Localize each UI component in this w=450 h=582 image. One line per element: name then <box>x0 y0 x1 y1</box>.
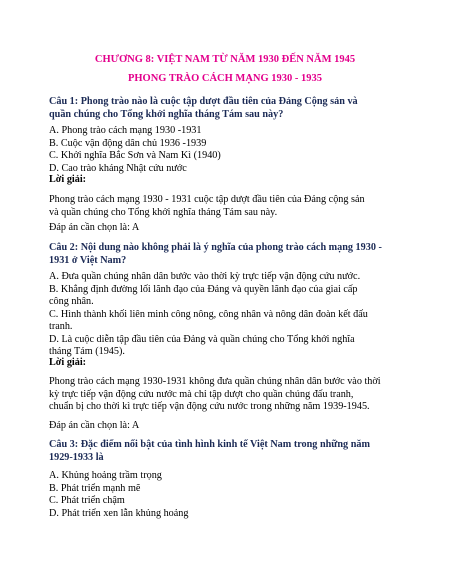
question-2-title <box>49 242 403 267</box>
option-a: A. Khủng hoảng trầm trọng <box>49 470 162 481</box>
option-d: D. Cao trào kháng Nhật cứu nước <box>49 162 187 174</box>
question-3-options <box>49 470 403 520</box>
question-2-title-line-2: 1931 ở Việt Nam? <box>49 254 127 266</box>
question-1-title-line-2: quần chúng cho Tổng khởi nghĩa tháng Tám sau này? <box>49 108 284 120</box>
question-3-title-line-2: 1929-1933 là <box>49 451 104 463</box>
option-b: B. Cuộc vận động dân chủ 1936 -1939 <box>49 137 207 149</box>
option-b: B. Phát triển mạnh mẽ <box>49 482 141 494</box>
question-2-options <box>49 271 403 359</box>
question-2-answer: Đáp án cần chọn là: A <box>49 420 140 431</box>
chapter-title: CHƯƠNG 8: VIỆT NAM TỪ NĂM 1930 ĐẾN NĂM 1945 <box>94 54 356 65</box>
question-1-explanation <box>49 194 403 219</box>
option-a: A. Phong trào cách mạng 1930 -1931 <box>49 125 202 136</box>
option-a: A. Đưa quần chúng nhân dân bước vào thời kỳ trực tiếp vận động cứu nước. <box>49 271 361 282</box>
option-d-continued: tháng Tám (1945). <box>49 346 125 357</box>
option-d: D. Là cuộc diễn tập đầu tiên của Đảng và quần chúng cho Tổng khởi nghĩa <box>49 333 355 345</box>
explanation-line: Phong trào cách mạng 1930 - 1931 cuộc tập dượt đầu tiên của Đảng cộng sản <box>49 194 365 205</box>
section-title: PHONG TRÀO CÁCH MẠNG 1930 - 1935 <box>127 73 323 84</box>
option-c: C. Hình thành khối liên minh công nông, công nhân và nông dân đoàn kết đấu <box>49 308 368 320</box>
question-1-title <box>49 96 403 121</box>
question-1-options <box>49 125 403 175</box>
explanation-line: kỳ trực tiếp vận động cứu nước mà chỉ tập dượt cho quần chúng đấu tranh, <box>49 388 354 400</box>
option-d: D. Phát triển xen lẫn khủng hoảng <box>49 507 189 519</box>
explanation-line: Phong trào cách mạng 1930-1931 không đưa quần chúng nhân dân bước vào thời <box>49 376 381 387</box>
solution-label: Lời giải: <box>49 174 87 185</box>
solution-label: Lời giải: <box>49 357 87 368</box>
question-1-title-line-1: Câu 1: Phong trào nào là cuộc tập dượt đầu tiên của Đảng Cộng sản và <box>49 96 358 107</box>
option-c: C. Khởi nghĩa Bắc Sơn và Nam Kì (1940) <box>49 150 221 161</box>
option-b-continued: công nhân. <box>49 296 94 307</box>
option-c-continued: tranh. <box>49 321 73 332</box>
question-3-title-line-1: Câu 3: Đặc điểm nổi bật của tình hình kinh tế Việt Nam trong những năm <box>49 439 370 450</box>
question-2-title-line-1: Câu 2: Nội dung nào không phải là ý nghĩa của phong trào cách mạng 1930 - <box>49 242 382 253</box>
question-1-answer: Đáp án cần chọn là: A <box>49 222 140 233</box>
explanation-line: chuẩn bị cho thời kì trực tiếp vận động cứu nước trong những năm 1939-1945. <box>49 401 370 412</box>
option-c: C. Phát triển chậm <box>49 495 125 506</box>
explanation-line: và quần chúng cho Tổng khởi nghĩa tháng Tám sau này. <box>49 206 278 218</box>
question-2-explanation <box>49 376 403 414</box>
question-3-title <box>49 439 403 464</box>
option-b: B. Khẳng định đường lối lãnh đạo của Đảng và quyền lãnh đạo của giai cấp <box>49 283 358 295</box>
